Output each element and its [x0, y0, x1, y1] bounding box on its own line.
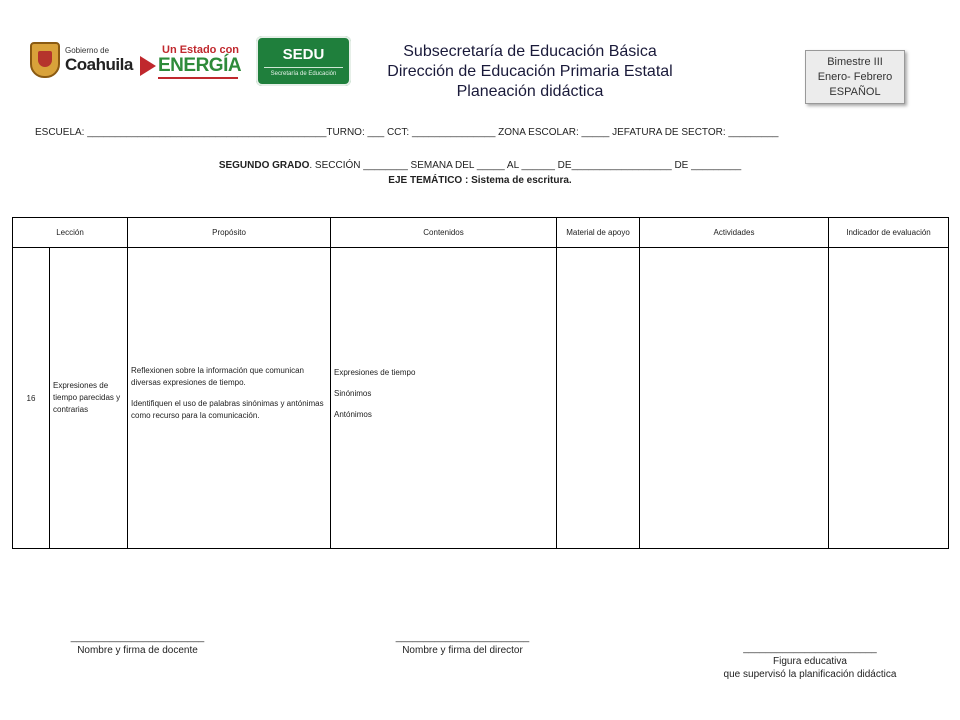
proposito-2: Identifiquen el uso de palabras sinónimas y antónimas como recurso para la comunicación.	[131, 399, 324, 420]
energia-logo	[140, 44, 240, 80]
header-leccion: Lección	[13, 218, 128, 248]
contenidos-1: Expresiones de tiempo	[334, 367, 416, 377]
signature-docente	[40, 631, 235, 657]
header-material: Material de apoyo	[557, 218, 640, 248]
bimestre-subject: ESPAÑOL	[829, 86, 881, 98]
energia-logo-top-text: Un Estado con	[162, 44, 240, 56]
bimestre-months: Enero- Febrero	[817, 71, 893, 83]
proposito-1: Reflexionen sobre la información que comunican diversas expresiones de tiempo.	[131, 366, 305, 387]
sedu-logo-text: SEDU	[282, 46, 325, 63]
escuela-line: ESCUELA: ___________________________________________TURNO: ___ CCT: _______________ ZONA ESCOLAR: _____ JEFATURA DE SECTOR: _________	[35, 127, 779, 138]
grado-rest: . SECCIÓN ________ SEMANA DEL _____ AL ______ DE__________________ DE _________	[309, 160, 742, 171]
signature-line-director: ________________________	[395, 632, 530, 643]
header-proposito: Propósito	[128, 218, 331, 248]
title-planeacion: Planeación didáctica	[456, 83, 604, 100]
signature-label-director: Nombre y firma del director	[402, 645, 523, 656]
grado-line	[0, 160, 960, 171]
header-contenidos: Contenidos	[331, 218, 557, 248]
lesson-number: 16	[13, 248, 50, 549]
bimestre-box	[805, 50, 905, 104]
material-cell	[557, 248, 640, 549]
contenidos-3: Antónimos	[334, 409, 372, 419]
header-indicador: Indicador de evaluación	[829, 218, 949, 248]
lesson-name: Expresiones de tiempo parecidas y contrarias	[50, 248, 128, 549]
eje-tematico: EJE TEMÁTICO : Sistema de escritura.	[388, 175, 572, 186]
planning-table	[12, 217, 949, 549]
energia-arrow-icon	[140, 56, 156, 76]
coahuila-shield-icon	[30, 42, 60, 78]
energia-logo-text: ENERGÍA	[158, 55, 242, 76]
signature-label-figura-2: que supervisó la planificación didáctica	[723, 669, 897, 680]
signature-label-docente: Nombre y firma de docente	[77, 645, 198, 656]
proposito-cell	[128, 248, 331, 549]
coahuila-logo-text: Coahuila	[65, 55, 133, 74]
signature-figura	[690, 642, 930, 681]
signature-director	[365, 631, 560, 657]
indicador-cell	[829, 248, 949, 549]
energia-underline	[158, 77, 238, 79]
coahuila-logo	[30, 42, 133, 80]
title-direccion: Dirección de Educación Primaria Estatal	[387, 63, 673, 80]
contenidos-2: Sinónimos	[334, 388, 372, 398]
grado-label: SEGUNDO GRADO	[218, 160, 310, 171]
table-row	[13, 248, 949, 549]
document-titles	[330, 42, 730, 102]
table-header-row	[13, 218, 949, 248]
signature-line-figura: ________________________	[743, 643, 877, 654]
coahuila-logo-small-text: Gobierno de	[65, 46, 110, 55]
actividades-cell	[640, 248, 829, 549]
signature-label-figura-1: Figura educativa	[773, 656, 847, 667]
header-actividades: Actividades	[640, 218, 829, 248]
bimestre-label: Bimestre III	[827, 56, 883, 68]
sedu-logo-subtext: Secretaría de Educación	[270, 71, 337, 77]
signature-line-docente: ________________________	[70, 632, 205, 643]
contenidos-cell	[331, 248, 557, 549]
title-subsecretaria: Subsecretaría de Educación Básica	[403, 43, 657, 60]
